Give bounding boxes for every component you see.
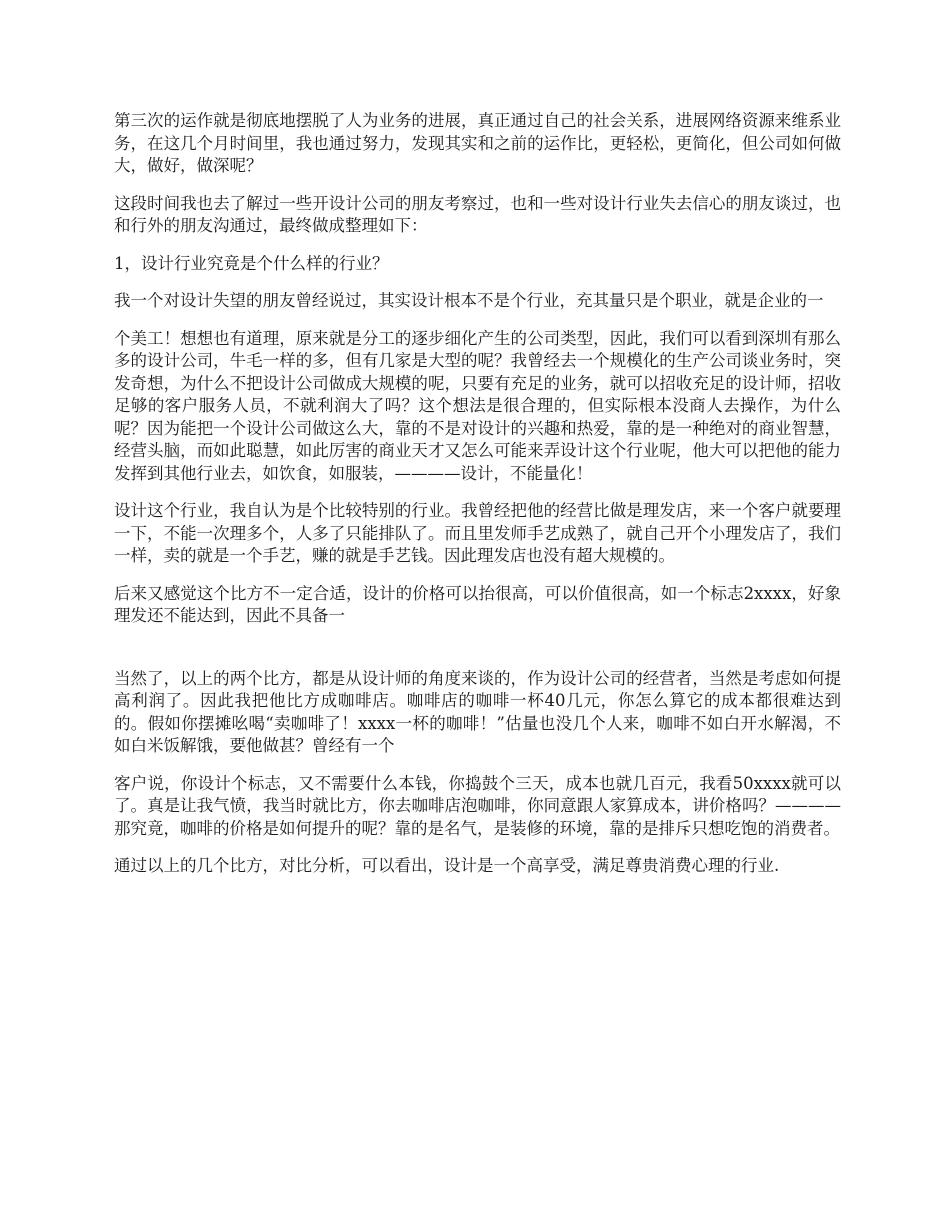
paragraph: 当然了，以上的两个比方，都是从设计师的角度来谈的，作为设计公司的经营者，当然是考虑如何提高利润了。因此我把他比方成咖啡店。咖啡店的咖啡一杯40几元，你怎么算它的成本都很难达到的。假如你摆摊吆喝“卖咖啡了！xxxx一杯的咖啡！”估量也没几个人来，咖啡不如白开水解渴，不如白米饭解饿，要他做甚？曾经有一个 (114, 668, 841, 755)
paragraph: 通过以上的几个比方，对比分析，可以看出，设计是一个高享受，满足尊贵消费心理的行业. (114, 856, 780, 875)
paragraph: 客户说，你设计个标志，又不需要什么本钱，你捣鼓个三天，成本也就几百元，我看50xxxx就可以了。真是让我气愤，我当时就比方，你去咖啡店泡咖啡，你同意跟人家算成本，讲价格吗？————那究竟，咖啡的价格是如何提升的呢？靠的是名气，是装修的环境，靠的是排斥只想吃饱的消费者。 (114, 773, 841, 838)
document-body (114, 110, 841, 893)
paragraph: 第三次的运作就是彻底地摆脱了人为业务的进展，真正通过自己的社会关系，进展网络资源来维系业务，在这几个月时间里，我也通过努力，发现其实和之前的运作比，更轻松，更简化，但公司如何做大，做好，做深呢？ (114, 111, 841, 175)
paragraph: 1，设计行业究竟是个什么样的行业？ (114, 253, 389, 273)
paragraph: 个美工！想想也有道理，原来就是分工的逐步细化产生的公司类型，因此，我们可以看到深圳有那么多的设计公司，牛毛一样的多，但有几家是大型的呢？我曾经去一个规模化的生产公司谈业务时，突发奇想，为什么不把设计公司做成大规模的呢，只要有充足的业务，就可以招收充足的设计师，招收足够的客户服务人员，不就利润大了吗？这个想法是很合理的，但实际根本没商人去操作，为什么呢？因为能把一个设计公司做这么大，靠的不是对设计的兴趣和热爱，靠的是一种绝对的商业智慧，经营头脑，而如此聪慧，如此厉害的商业天才又怎么可能来弄设计这个行业呢，他大可以把他的能力发挥到其他行业去，如饮食，如服装，————设计，不能量化！ (114, 328, 841, 483)
section-gap (114, 643, 841, 668)
paragraph: 设计这个行业，我自认为是个比较特别的行业。我曾经把他的经营比做是理发店，来一个客户就要理一下，不能一次理多个，人多了只能排队了。而且里发师手艺成熟了，就自己开个小理发店了，我们一样，卖的就是一个手艺，赚的就是手艺钱。因此理发店也没有超大规模的。 (114, 501, 841, 565)
paragraph: 后来又感觉这个比方不一定合适，设计的价格可以抬很高，可以价值很高，如一个标志2xxxx，好象理发还不能达到，因此不具备一 (114, 583, 841, 625)
paragraph: 我一个对设计失望的朋友曾经说过，其实设计根本不是个行业，充其量只是个职业，就是企业的一 (114, 291, 824, 310)
paragraph: 这段时间我也去了解过一些开设计公司的朋友考察过，也和一些对设计行业失去信心的朋友谈过，也和行外的朋友沟通过，最终做成整理如下： (114, 193, 841, 235)
